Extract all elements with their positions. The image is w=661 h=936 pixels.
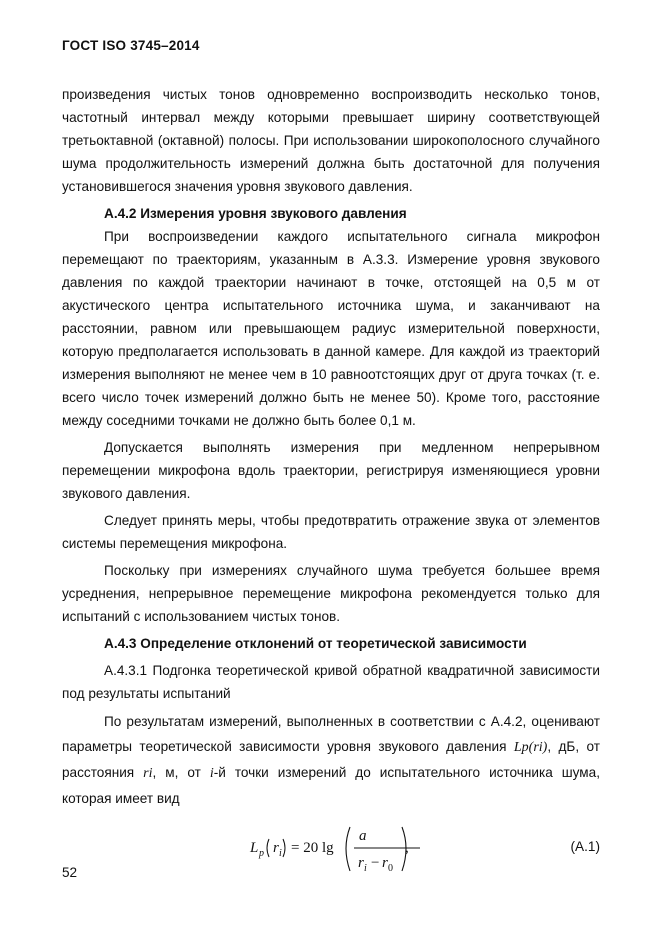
text-run: -й точки измерений до испытательного источника шума, которая имеет вид <box>62 765 600 806</box>
eq-den-0: 0 <box>388 863 393 874</box>
section-heading-a43: А.4.3 Определение отклонений от теоретической зависимости <box>104 636 527 651</box>
page-number: 52 <box>62 865 78 880</box>
eq-L: L <box>250 840 259 856</box>
paragraph-with-math <box>62 709 600 811</box>
paragraph: произведения чистых тонов одновременно воспроизводить несколько тонов, частотный интервал между которыми превышает ширину соответствующей третьоктавной (октавной) полосы. При использовании широкополосного случайного шума продолжительность измерений должна быть достаточной для получения установившегося значения уровня звукового давления. <box>62 87 600 194</box>
eq-i: i <box>279 848 282 859</box>
equation-number: (А.1) <box>570 839 600 854</box>
math-i: i <box>209 766 214 781</box>
eq-rparen <box>283 839 285 857</box>
math-ri: ri <box>143 766 153 781</box>
eq-den-i: i <box>364 863 367 874</box>
eq-lparen <box>267 839 269 857</box>
equation-a1 <box>62 819 600 879</box>
text-run: По результатам измерений, выполненных в соответствии с А.4.2, оценивают параметры теоретической зависимости уровня звукового давления <box>62 714 600 754</box>
paragraph: Допускается выполнять измерения при медленном непрерывном перемещении микрофона вдоль траектории, регистрируя изменяющиеся уровни звукового давления. <box>62 440 600 501</box>
eq-big-lparen <box>346 827 350 871</box>
paragraph: Следует принять меры, чтобы предотвратить отражение звука от элементов системы перемещения микрофона. <box>62 513 600 551</box>
eq-equals-20lg: = 20 lg <box>291 840 334 856</box>
document-header: ГОСТ ISO 3745–2014 <box>62 38 200 53</box>
text-run: , дБ, от расстояния <box>62 739 600 780</box>
eq-den-r0: r <box>382 855 388 871</box>
section-heading-a42: А.4.2 Измерения уровня звукового давления <box>104 206 407 221</box>
math-lp-ri: Lp(ri) <box>513 740 548 755</box>
eq-comma: , <box>405 840 409 856</box>
eq-minus: − <box>371 855 380 871</box>
equation-graphic <box>62 819 502 879</box>
paragraph: Поскольку при измерениях случайного шума требуется большее время усреднения, непрерывное перемещение микрофона рекомендуется только для испытаний с использованием чистых тонов. <box>62 563 600 624</box>
paragraph: При воспроизведении каждого испытательного сигнала микрофон перемещают по траекториям, указанным в А.3.3. Измерение уровня звукового давления по каждой траектории начинают в точке, отстоящей на 0,5 м от акустического центра испытательного источника шума, и заканчивают на расстоянии, равном или превышающем радиус измерительной поверхности, которую предполагается использовать в данной камере. Для каждой из траекторий измерения выполняют не менее чем в 10 равноотстоящих друг от друга точках (т. е. всего число точек измерений должно быть не менее 50). Кроме того, расстояние между соседними точками не должно быть более 0,1 м. <box>62 229 600 428</box>
eq-den-r: r <box>358 855 364 871</box>
page-content <box>62 83 600 879</box>
subsection-title-a431: А.4.3.1 Подгонка теоретической кривой обратной квадратичной зависимости под результаты испытаний <box>62 663 600 701</box>
text-run: , м, от <box>152 765 210 780</box>
eq-p: p <box>259 848 264 859</box>
eq-num-a: a <box>359 828 367 844</box>
eq-r: r <box>273 840 279 856</box>
